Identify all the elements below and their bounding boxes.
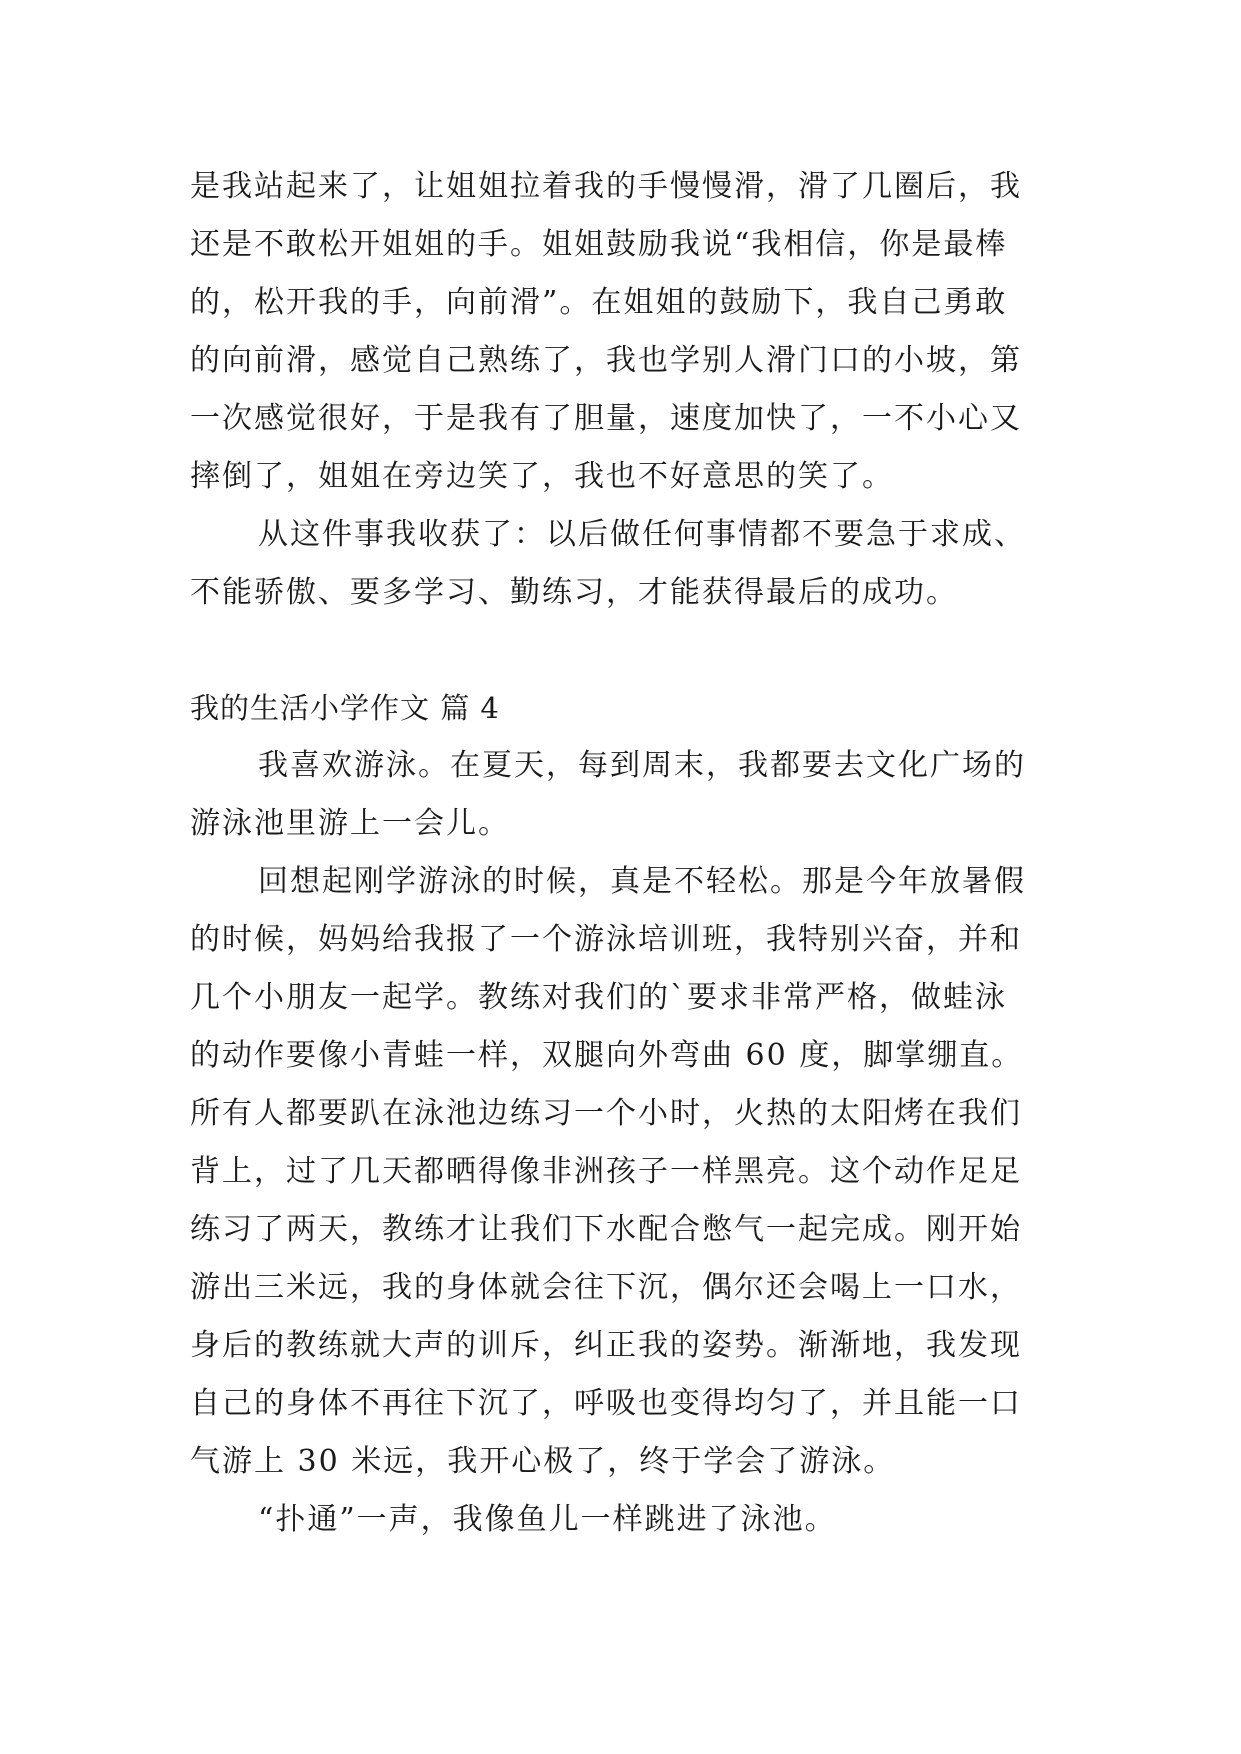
text-line: 的，松开我的手，向前滑”。在姐姐的鼓励下，我自己勇敢 <box>190 285 1008 320</box>
text-line: 所有人都要趴在泳池边练习一个小时，火热的太阳烤在我们 <box>190 1096 1022 1131</box>
text-line: 几个小朋友一起学。教练对我们的`要求非常严格，做蛙泳 <box>190 980 1007 1015</box>
section-title: 我的生活小学作文 篇 4 <box>190 691 500 725</box>
text-line: 的向前滑，感觉自己熟练了，我也学别人滑门口的小坡，第 <box>190 343 1022 378</box>
text-line: 一次感觉很好，于是我有了胆量，速度加快了，一不小心又 <box>190 401 1022 436</box>
text-line: 游泳池里游上一会儿。 <box>190 806 510 841</box>
text-line: 我喜欢游泳。在夏天，每到周末，我都要去文化广场的 <box>258 748 1026 783</box>
text-line: 摔倒了，姐姐在旁边笑了，我也不好意思的笑了。 <box>190 459 894 494</box>
text-line: 练习了两天，教练才让我们下水配合憋气一起完成。刚开始 <box>190 1212 1022 1247</box>
text-line: 背上，过了几天都晒得像非洲孩子一样黑亮。这个动作足足 <box>190 1154 1022 1189</box>
text-line: 还是不敢松开姐姐的手。姐姐鼓励我说“我相信，你是最棒 <box>190 227 1008 262</box>
text-line: 是我站起来了，让姐姐拉着我的手慢慢滑，滑了几圈后，我 <box>190 169 1022 204</box>
text-line: 游出三米远，我的身体就会往下沉，偶尔还会喝上一口水， <box>190 1270 1022 1305</box>
text-line: 的动作要像小青蛙一样，双腿向外弯曲 60 度，脚掌绷直。 <box>190 1038 1024 1073</box>
text-line: 自己的身体不再往下沉了，呼吸也变得均匀了，并且能一口 <box>190 1386 1022 1421</box>
text-line: 的时候，妈妈给我报了一个游泳培训班，我特别兴奋，并和 <box>190 922 1022 957</box>
text-line: 气游上 30 米远，我开心极了，终于学会了游泳。 <box>190 1444 896 1479</box>
text-line: 不能骄傲、要多学习、勤练习，才能获得最后的成功。 <box>190 575 958 610</box>
text-line: 从这件事我收获了：以后做任何事情都不要急于求成、 <box>258 517 1026 552</box>
text-line: “扑通”一声，我像鱼儿一样跳进了泳池。 <box>258 1502 837 1537</box>
text-line: 回想起刚学游泳的时候，真是不轻松。那是今年放暑假 <box>258 864 1026 899</box>
text-line: 身后的教练就大声的训斥，纠正我的姿势。渐渐地，我发现 <box>190 1328 1022 1363</box>
